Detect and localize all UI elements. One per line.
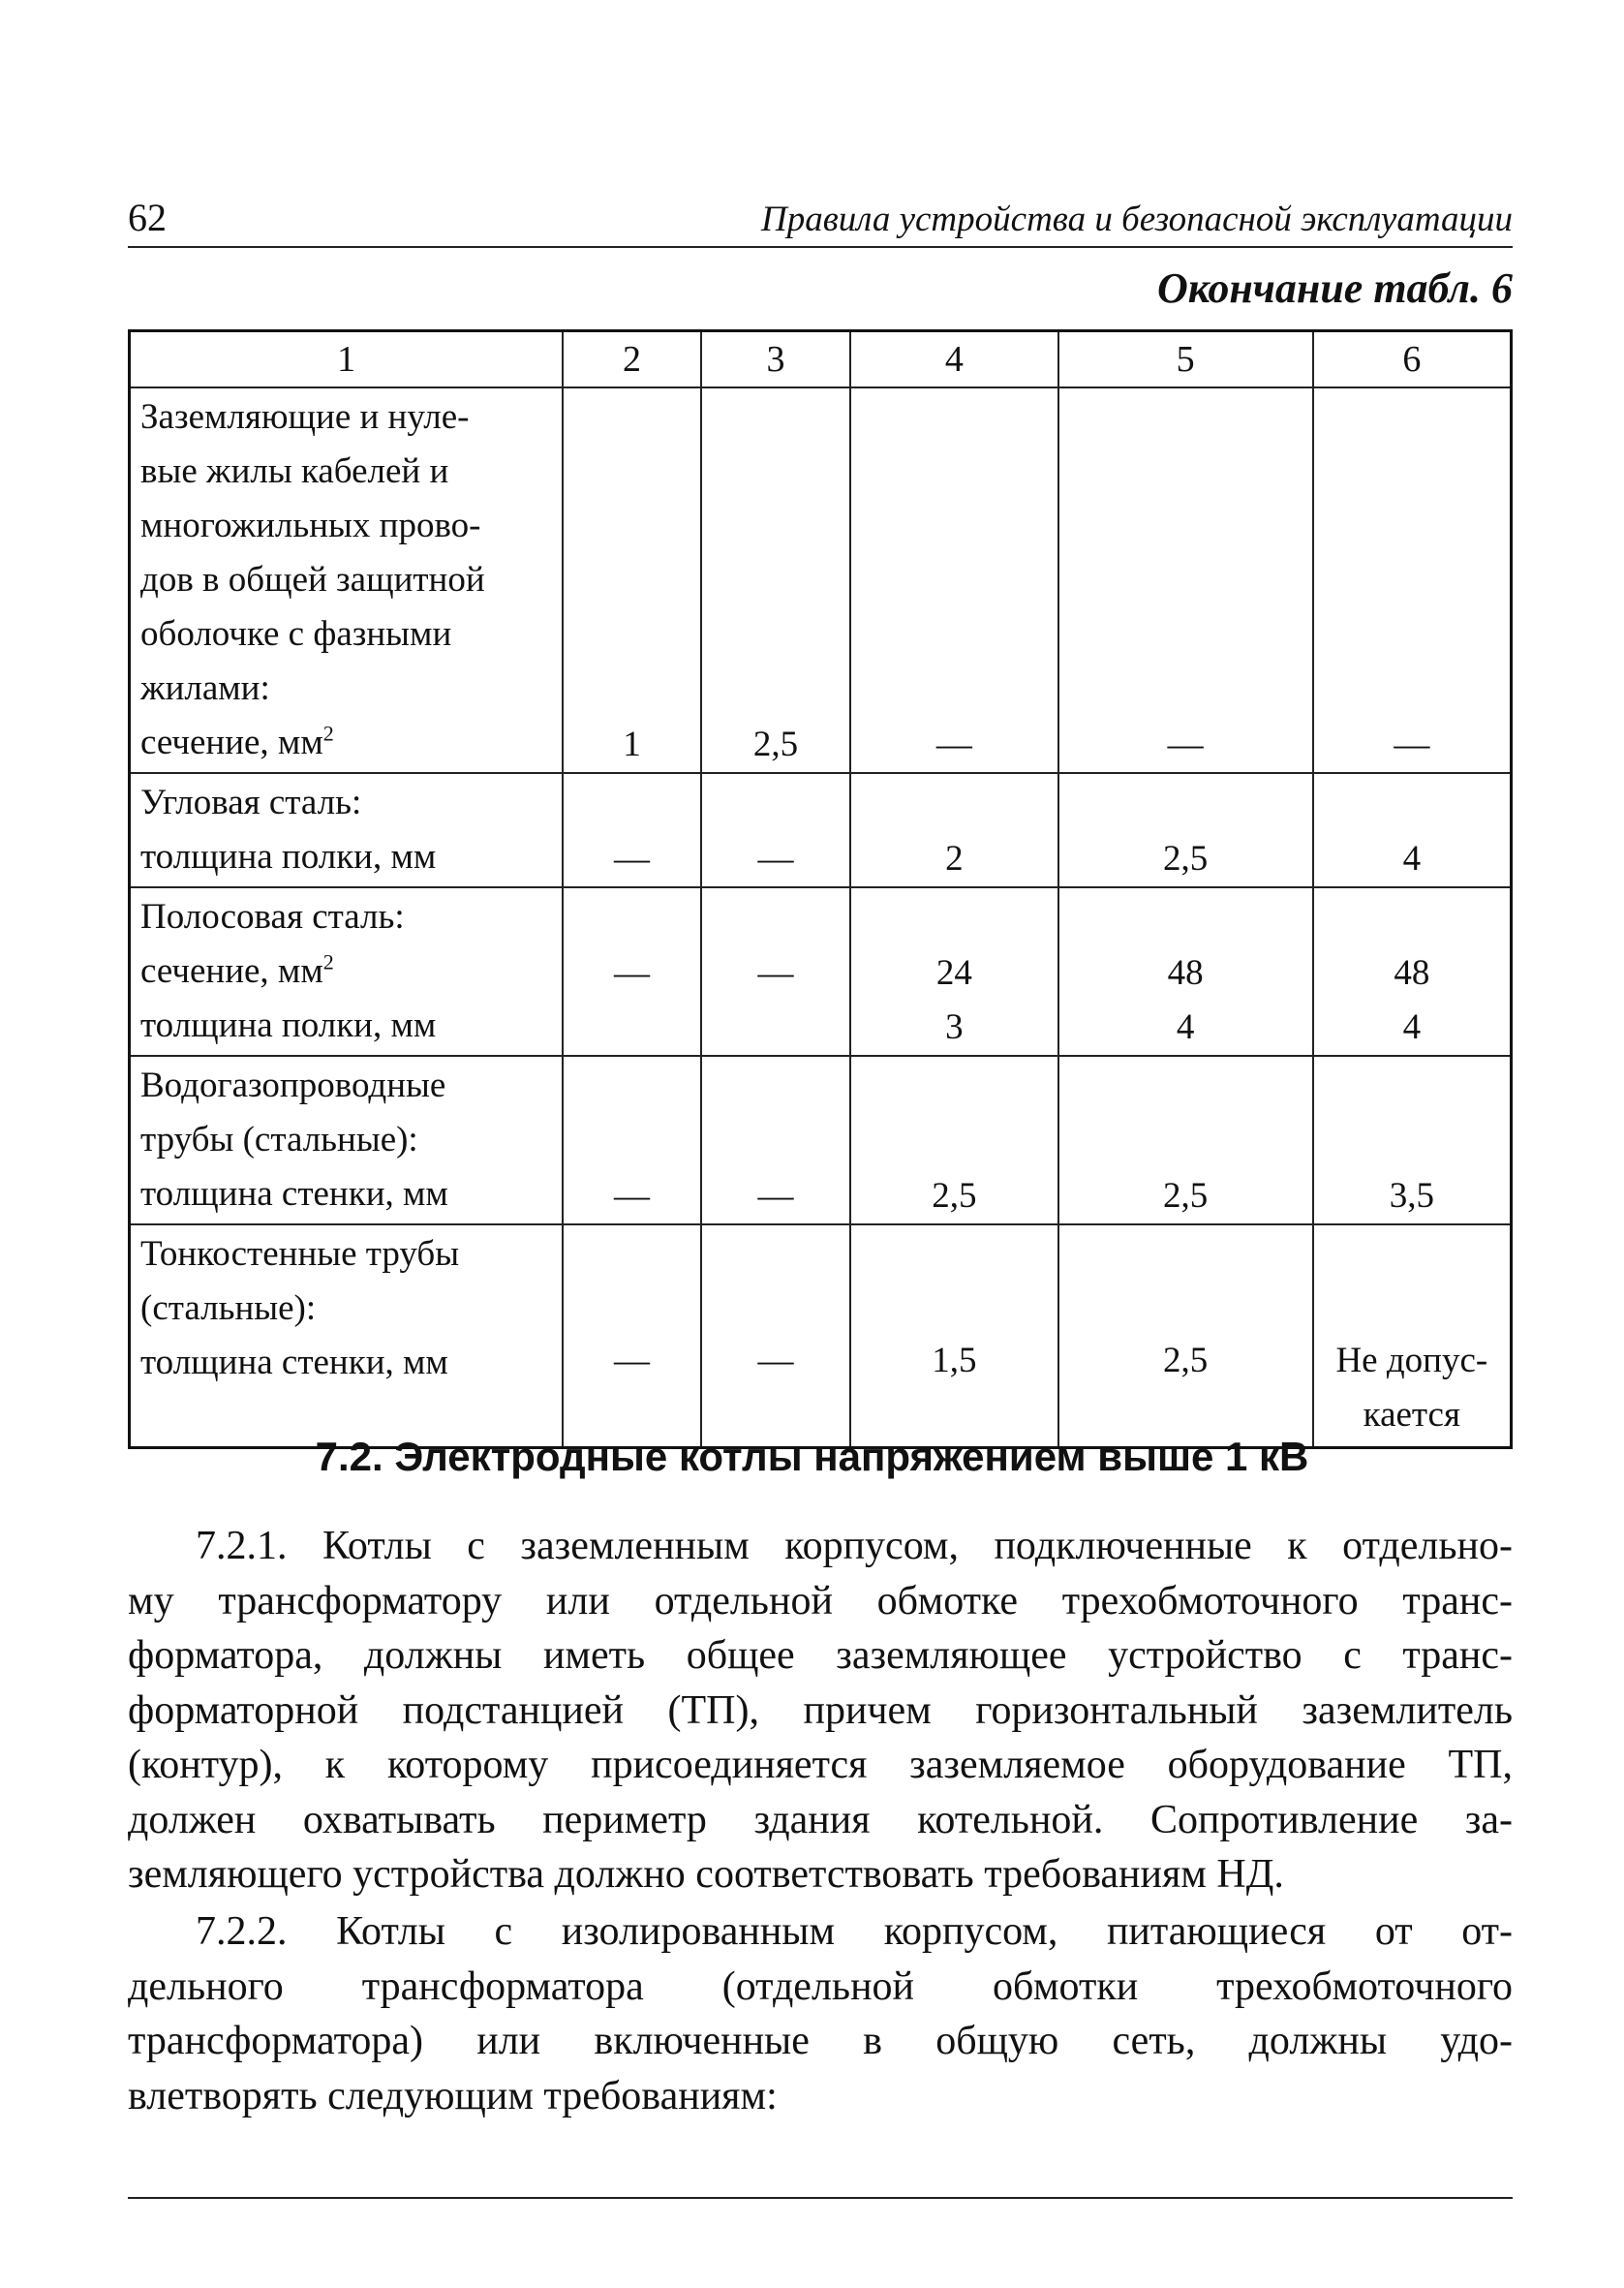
table-cell: 1,5 [850, 1224, 1057, 1448]
column-header: 4 [850, 331, 1057, 388]
row-parameter: толщина полки, мм [140, 1005, 437, 1045]
table-cell: — [701, 887, 851, 1056]
table-row [130, 1224, 1512, 1448]
table-cell: — [701, 1224, 851, 1448]
column-header: 6 [1313, 331, 1512, 388]
table-cell: 2,5 [850, 1056, 1057, 1224]
table-row [130, 887, 1512, 1056]
table-row [130, 387, 1512, 773]
row-label: Тонкостенные трубы (стальные): толщина стенки, мм [130, 1224, 564, 1448]
section-title: 7.2. Электродные котлы напряжением выше 1 кВ [315, 1434, 1309, 1479]
table-cell: — [563, 1056, 701, 1224]
table-header-row [130, 331, 1512, 388]
grounding-requirements-table [128, 329, 1513, 1449]
column-header: 2 [563, 331, 701, 388]
row-parameter: толщина стенки, мм [140, 1343, 448, 1382]
table-cell: — [1313, 387, 1512, 773]
table-cell: 1 [563, 387, 701, 773]
table-cell: — [701, 773, 851, 887]
table-cell: — [1058, 387, 1313, 773]
table-cell: 2,5 [701, 387, 851, 773]
table-cell: Не допус- кается [1313, 1224, 1512, 1448]
row-label: Угловая сталь: толщина полки, мм [130, 773, 564, 887]
paragraph-7-2-2: 7.2.2. Котлы с изолированным корпусом, питающиеся от от- дельного трансформатора (отдельной обмотки трехобмоточного трансформатора) или включенные в общую сеть, должны удо- влетворять следующим требованиям: [128, 1909, 1513, 2118]
table-cell: 48 4 [1313, 887, 1512, 1056]
running-title: Правила устройства и безопасной эксплуатации [760, 200, 1513, 239]
row-parameter: толщина полки, мм [140, 837, 437, 877]
column-header: 5 [1058, 331, 1313, 388]
row-label: Полосовая сталь: сечение, $мм^2$ толщина полки, мм [130, 887, 564, 1056]
row-parameter: сечение, $мм^2$ [140, 949, 334, 991]
table-cell: 3,5 [1313, 1056, 1512, 1224]
table-cell: — [563, 773, 701, 887]
table-caption: Окончание табл. 6 [1156, 264, 1513, 312]
table-row [130, 773, 1512, 887]
table-cell: — [563, 1224, 701, 1448]
table-cell: 4 [1313, 773, 1512, 887]
row-label: Водогазопроводные трубы (стальные): толщина стенки, мм [130, 1056, 564, 1224]
column-header: 1 [130, 331, 564, 388]
column-header: 3 [701, 331, 851, 388]
table-cell: 2,5 [1058, 773, 1313, 887]
row-parameter: сечение, $мм^2$ [140, 721, 334, 762]
row-parameter: толщина стенки, мм [140, 1174, 448, 1214]
table-cell: 2,5 [1058, 1224, 1313, 1448]
table-row [130, 1056, 1512, 1224]
table-cell: 24 3 [850, 887, 1057, 1056]
footer-rule [128, 2197, 1513, 2199]
page-header [128, 184, 1513, 248]
row-label: Заземляющие и нуле- вые жилы кабелей и многожильных прово- дов в общей защитной оболочке с фазными жилами: сечение, $мм^2$ [130, 387, 564, 773]
paragraph-7-2-1: 7.2.1. Котлы с заземленным корпусом, подключенные к отдельно- му трансформатору или отдельной обмотке трехобмоточного транс- форматора, должны иметь общее заземляющее устройство с транс- форматорной подстанцией (ТП), причем горизонтальный заземлитель (контур), к которому присоединяется заземляемое оборудование ТП, должен охватывать периметр здания котельной. Сопротивление за- земляющего устройства должно соответствовать требованиям НД. [128, 1524, 1513, 1897]
table-cell: 2 [850, 773, 1057, 887]
table-cell: — [850, 387, 1057, 773]
page-number: 62 [128, 196, 167, 239]
table-cell: — [563, 887, 701, 1056]
table-cell: 2,5 [1058, 1056, 1313, 1224]
table-cell: — [701, 1056, 851, 1224]
table-cell: 48 4 [1058, 887, 1313, 1056]
